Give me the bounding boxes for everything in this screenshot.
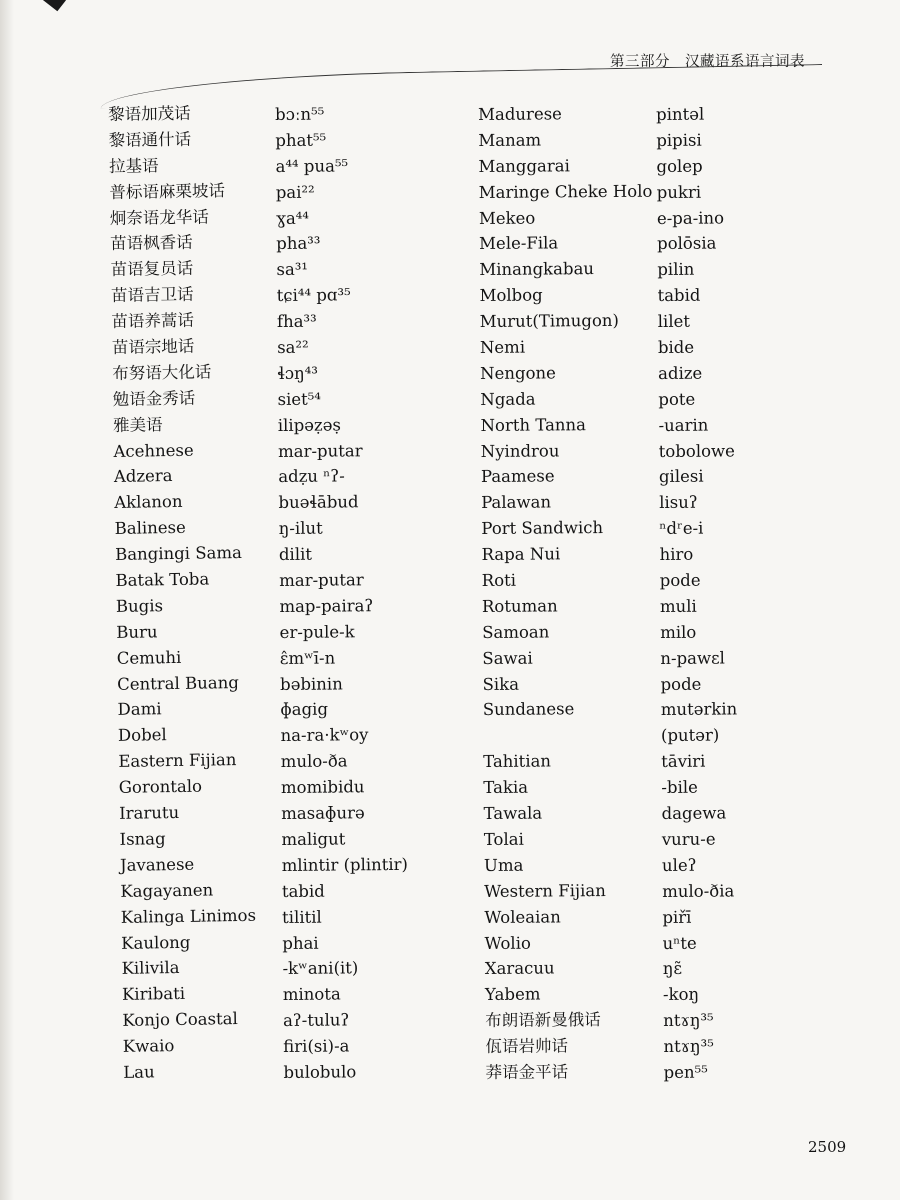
word-form: tabid xyxy=(281,881,325,901)
language-name: Minangkabau xyxy=(479,259,595,280)
word-form: n-pawɛl xyxy=(660,648,726,668)
language-name: Adzera xyxy=(113,466,173,487)
word-form: dilit xyxy=(278,544,313,565)
language-name: North Tanna xyxy=(480,414,587,435)
page-number: 2509 xyxy=(808,1138,847,1156)
language-name: 炯奈语龙华话 xyxy=(109,206,209,228)
language-name: 苗语枫香话 xyxy=(110,233,193,254)
word-form: sa²² xyxy=(277,337,309,358)
language-name: Kwaio xyxy=(122,1036,175,1056)
word-form: bulobulo xyxy=(283,1062,357,1082)
word-form: pintəl xyxy=(656,104,705,124)
word-form: -uarin xyxy=(658,415,709,435)
word-form: firi(si)-a xyxy=(283,1036,350,1057)
word-form: pipisi xyxy=(656,130,702,150)
right-language-column xyxy=(478,101,661,1086)
language-name: 莽语金平话 xyxy=(485,1062,569,1082)
word-form: mulo-ðа xyxy=(280,751,348,772)
word-form: tilitil xyxy=(282,907,322,927)
word-form: vuru-e xyxy=(661,829,716,849)
language-name: 苗语宗地话 xyxy=(111,336,195,357)
word-form: ntɤŋ³⁵ xyxy=(663,1010,714,1031)
language-name: Acehnese xyxy=(113,440,194,461)
word-form: pukri xyxy=(656,182,702,202)
word-form: ⁿdʳe-i xyxy=(659,518,704,539)
word-form: ŋ-ilut xyxy=(278,518,323,539)
language-name: Rotuman xyxy=(481,596,558,616)
language-name: Uma xyxy=(483,855,524,875)
language-name: Manggarai xyxy=(478,156,570,176)
word-form: ilipəẓəṣ xyxy=(277,415,341,435)
language-name: Kagayanen xyxy=(120,880,214,901)
word-form: bəbinin xyxy=(279,674,343,694)
language-name: Bangingi Sama xyxy=(114,543,243,565)
word-form: mar-putar xyxy=(279,570,364,591)
language-name: Palawan xyxy=(481,492,552,513)
language-name: Rapa Nui xyxy=(481,544,561,565)
language-name: Dobel xyxy=(117,725,167,746)
word-form: muli xyxy=(659,596,697,616)
word-form: momibidu xyxy=(280,777,365,798)
language-name: Sawai xyxy=(482,648,533,668)
word-form: pai²² xyxy=(275,182,315,202)
language-name: Mele-Fila xyxy=(479,233,559,254)
language-name: Mekeo xyxy=(478,208,536,228)
word-form: pode xyxy=(660,674,702,694)
language-name: Bugis xyxy=(115,596,164,616)
word-form: milo xyxy=(660,622,697,642)
word-form: adẓu ⁿʔ- xyxy=(278,466,345,487)
word-form: lilet xyxy=(657,311,691,332)
language-name: Sika xyxy=(482,674,520,694)
word-form: mulo-ðia xyxy=(662,881,735,901)
language-name: Wolio xyxy=(484,933,531,953)
language-name: Port Sandwich xyxy=(481,518,604,539)
language-name: Tawala xyxy=(483,803,543,824)
word-form: bide xyxy=(657,337,695,358)
word-form: ɣa⁴⁴ xyxy=(275,208,310,228)
word-form: buəɬābud xyxy=(278,492,359,513)
language-name: 拉基语 xyxy=(108,155,159,176)
language-name: Murut(Timugon) xyxy=(479,311,620,332)
word-form: piřī xyxy=(662,907,692,927)
language-name: Eastern Fijian xyxy=(118,750,237,772)
word-form: pen⁵⁵ xyxy=(663,1062,708,1082)
word-form: pha³³ xyxy=(276,234,321,254)
word-form: golep xyxy=(656,156,703,176)
language-name: Kaulong xyxy=(121,932,191,953)
word-form: pode xyxy=(659,570,701,591)
language-name: Western Fijian xyxy=(484,880,606,901)
language-name: Tolai xyxy=(483,829,524,849)
corner-mark xyxy=(40,0,66,11)
language-name: 佤语岩帅话 xyxy=(485,1036,568,1057)
word-form: er-pule-k xyxy=(279,622,355,642)
word-form: aʔ-tuluʔ xyxy=(282,1010,350,1031)
language-name: 勉语金秀话 xyxy=(112,388,196,409)
word-form: -kʷani(it) xyxy=(282,958,359,979)
word-form: hiro xyxy=(659,544,694,565)
word-form: map-pairaʔ xyxy=(279,596,374,616)
language-name: Konjo Coastal xyxy=(122,1009,238,1031)
word-form: siet⁵⁴ xyxy=(277,389,322,409)
word-form: uleʔ xyxy=(661,855,697,875)
page-gutter-shadow xyxy=(0,0,14,1200)
language-name: 布朗语新曼俄话 xyxy=(485,1010,601,1031)
word-form: dagewa xyxy=(661,803,727,824)
language-name: Madurese xyxy=(478,104,562,124)
language-name: 普标语麻栗坡话 xyxy=(109,180,226,202)
language-name: 苗语复员话 xyxy=(110,259,194,280)
word-form: tɕi⁴⁴ pɑ³⁵ xyxy=(276,285,351,306)
language-name: Samoan xyxy=(482,622,550,642)
language-name: Nyindrou xyxy=(480,440,560,461)
language-name: Isnag xyxy=(119,829,166,849)
language-name: Irarutu xyxy=(119,803,180,823)
word-form: na-ra·kʷoy xyxy=(280,725,369,746)
word-form: (putər) xyxy=(660,725,720,746)
language-name: 苗语养蒿话 xyxy=(111,310,195,332)
word-form: fha³³ xyxy=(276,311,317,332)
language-name: Sundanese xyxy=(482,699,575,720)
word-form: ɬɔŋ⁴³ xyxy=(277,363,319,383)
word-form: uⁿte xyxy=(662,933,697,953)
language-name: 布努语大化话 xyxy=(112,362,212,383)
word-form: adize xyxy=(658,363,703,383)
word-form: ɛ̂mʷī-n xyxy=(279,648,336,668)
word-form: mar-putar xyxy=(277,440,363,461)
word-form: ŋɛ̃ xyxy=(662,959,683,979)
language-name: Kiribati xyxy=(121,984,186,1005)
language-name: Aklanon xyxy=(114,492,183,513)
word-form: a⁴⁴ pua⁵⁵ xyxy=(275,156,349,176)
language-name: 雅美语 xyxy=(112,414,163,435)
language-name: Kalinga Linimos xyxy=(120,905,257,927)
language-name: 黎语通什话 xyxy=(108,129,192,150)
language-name: Paamese xyxy=(480,466,555,487)
language-name: Balinese xyxy=(114,518,186,539)
language-name: Takia xyxy=(483,777,529,798)
left-form-column xyxy=(275,100,484,1086)
language-name: Gorontalo xyxy=(118,776,203,798)
word-form: maligut xyxy=(281,829,346,849)
running-header: 第三部分 汉藏语系语言词表 xyxy=(610,54,805,70)
word-form: pilin xyxy=(657,260,695,280)
word-form: masaɸurə xyxy=(281,803,365,824)
word-form: tabid xyxy=(657,285,701,306)
word-form: gilesi xyxy=(658,467,704,487)
language-name: Central Buang xyxy=(116,672,239,694)
language-name: Manam xyxy=(478,130,542,150)
word-form: ɸagig xyxy=(280,700,329,720)
word-form: tobolowe xyxy=(658,440,735,461)
word-form: phai xyxy=(282,933,319,953)
language-name: 苗语吉卫话 xyxy=(110,284,194,306)
language-name: Lau xyxy=(123,1062,155,1082)
word-form: pote xyxy=(658,389,696,409)
language-name: Javanese xyxy=(119,854,195,875)
language-name: Tahitian xyxy=(483,751,552,772)
language-name: Molbog xyxy=(479,285,543,306)
language-name: Kilivila xyxy=(121,958,180,979)
language-name: Nemi xyxy=(479,337,526,358)
left-language-column xyxy=(108,99,288,1085)
language-name: Woleaian xyxy=(484,906,561,927)
word-form: -koŋ xyxy=(662,984,700,1005)
language-name: Batak Toba xyxy=(115,569,210,590)
language-name: Maringe Cheke Holo xyxy=(478,181,653,202)
right-form-column xyxy=(656,101,844,1086)
word-form: mutərkin xyxy=(660,699,738,720)
word-form: -bile xyxy=(661,777,698,798)
word-form: lisuʔ xyxy=(659,493,698,513)
language-name: Buru xyxy=(116,622,158,642)
word-form: e-pa-ino xyxy=(656,208,725,228)
language-name: Ngada xyxy=(480,389,536,409)
word-form: ntɤŋ³⁵ xyxy=(663,1036,714,1057)
word-form: polōsia xyxy=(657,233,717,254)
language-name xyxy=(483,722,658,749)
language-name: 黎语加茂话 xyxy=(108,103,191,124)
language-name: Dami xyxy=(117,699,162,720)
word-form: mlintir (plintir) xyxy=(281,854,409,875)
word-form: bɔːn⁵⁵ xyxy=(275,104,325,124)
language-name: Roti xyxy=(481,570,517,591)
language-name: Cemuhi xyxy=(116,647,182,668)
word-form: minota xyxy=(282,984,341,1005)
language-name: Nengone xyxy=(480,363,556,383)
word-form: phat⁵⁵ xyxy=(275,130,327,150)
language-name: Xaracuu xyxy=(484,958,555,979)
language-name: Yabem xyxy=(484,984,541,1005)
word-form: tāviri xyxy=(661,751,706,772)
word-form: sa³¹ xyxy=(276,260,309,280)
